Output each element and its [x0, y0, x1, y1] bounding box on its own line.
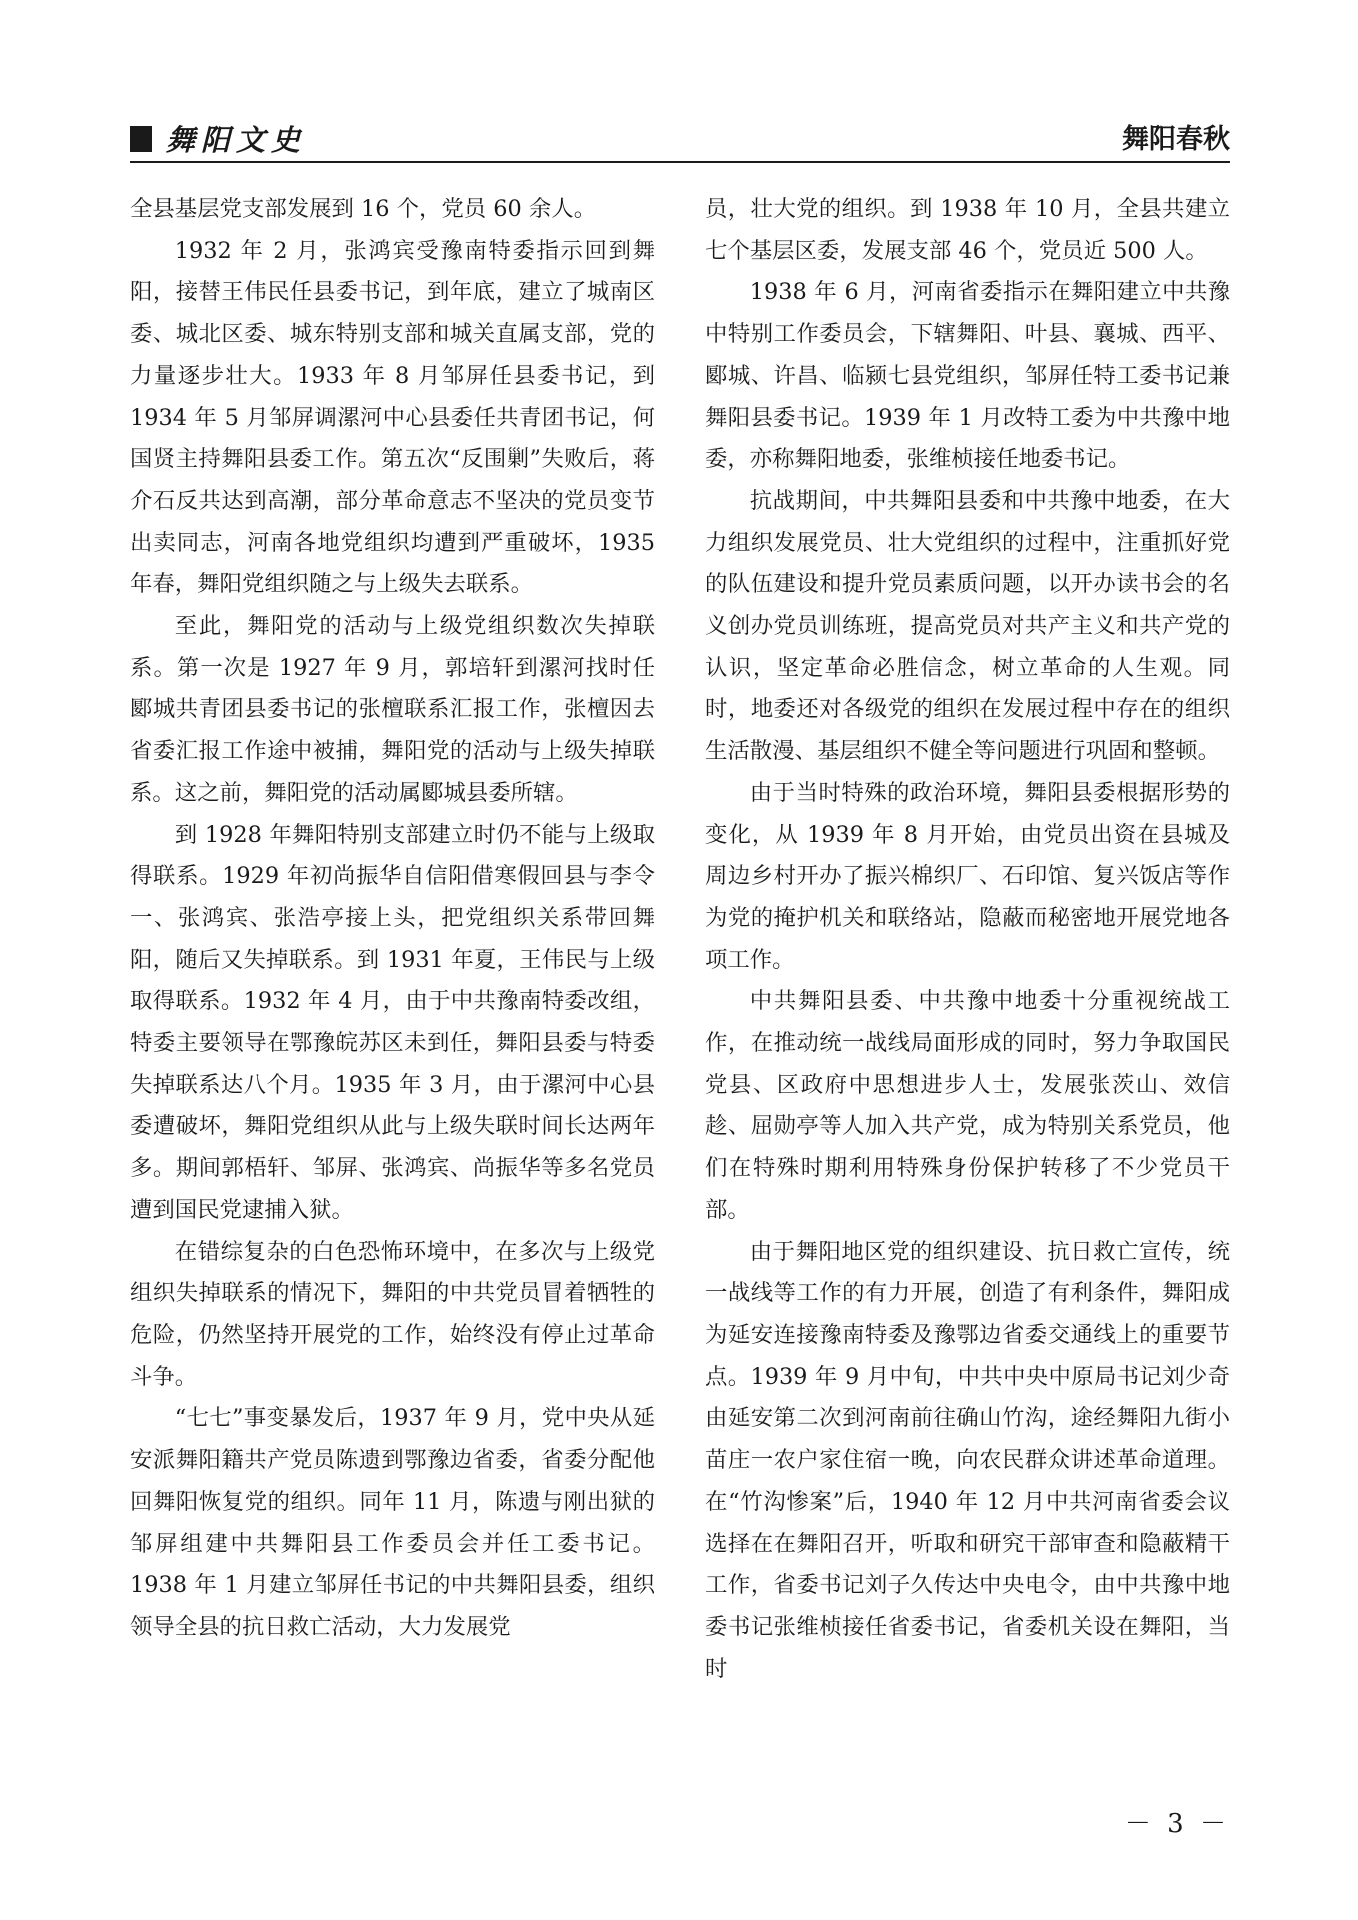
paragraph: 由于舞阳地区党的组织建设、抗日救亡宣传，统一战线等工作的有力开展，创造了有利条件，舞阳成为延安连接豫南特委及豫鄂边省委交通线上的重要节点。1939 年 9 月中旬，中共中央中原局书记刘少奇由延安第二次到河南前往确山竹沟，途经舞阳九街小苗庄一农户家住宿一晚，向农民群众讲述革命道理。在“竹沟惨案”后，1940 年 12 月中共河南省委会议选择在在舞阳召开，听取和研究干部审查和隐蔽精干工作，省委书记刘子久传达中央电令，由中共豫中地委书记张维桢接任省委书记，省委机关设在舞阳，当时 — [705, 1238, 1230, 1682]
paragraph: “七七”事变暴发后，1937 年 9 月，党中央从延安派舞阳籍共产党员陈遗到鄂豫边省委，省委分配他回舞阳恢复党的组织。同年 11 月，陈遗与刚出狱的邹屏组建中共舞阳县工作委员会并任工委书记。1938 年 1 月建立邹屏任书记的中共舞阳县委，组织领导全县的抗日救亡活动，大力发展党 — [130, 1405, 655, 1640]
paragraph: 1932 年 2 月，张鸿宾受豫南特委指示回到舞阳，接替王伟民任县委书记，到年底，建立了城南区委、城北区委、城东特别支部和城关直属支部，党的力量逐步壮大。1933 年 8 月邹屏任县委书记，到 1934 年 5 月邹屏调漯河中心县委任共青团书记，何国贤主持舞阳县委工作。第五次“反围剿”失败后，蒋介石反共达到高潮，部分革命意志不坚决的党员变节出卖同志，河南各地党组织均遭到严重破坏，1935 年春，舞阳党组织随之与上级失去联系。 — [130, 237, 655, 598]
paragraph: 到 1928 年舞阳特别支部建立时仍不能与上级取得联系。1929 年初尚振华自信阳借寒假回县与李令一、张鸿宾、张浩亭接上头，把党组织关系带回舞阳，随后又失掉联系。到 1931 年夏，王伟民与上级取得联系。1932 年 4 月，由于中共豫南特委改组，特委主要领导在鄂豫皖苏区未到任，舞阳县委与特委失掉联系达八个月。1935 年 3 月，由于漯河中心县委遭破坏，舞阳党组织从此与上级失联时间长达两年多。期间郭梧轩、邹屏、张鸿宾、尚振华等多名党员遭到国民党逮捕入狱。 — [130, 821, 655, 1223]
header-square-mark — [130, 126, 152, 152]
right-column — [705, 189, 1230, 1690]
section-title: 舞阳春秋 — [1122, 124, 1230, 155]
left-column — [130, 189, 655, 1649]
paragraph: 抗战期间，中共舞阳县委和中共豫中地委，在大力组织发展党员、壮大党组织的过程中，注重抓好党的队伍建设和提升党员素质问题，以开办读书会的名义创办党员训练班，提高党员对共产主义和共产党的认识，坚定革命必胜信念，树立革命的人生观。同时，地委还对各级党的组织在发展过程中存在的组织生活散漫、基层组织不健全等问题进行巩固和整顿。 — [705, 487, 1230, 765]
paragraph: 中共舞阳县委、中共豫中地委十分重视统战工作，在推动统一战线局面形成的同时，努力争取国民党县、区政府中思想进步人士，发展张茨山、效信趁、屈勋亭等人加入共产党，成为特别关系党员，他们在特殊时期利用特殊身份保护转移了不少党员干部。 — [705, 988, 1230, 1223]
paragraph: 至此，舞阳党的活动与上级党组织数次失掉联系。第一次是 1927 年 9 月，郭培轩到漯河找时任郾城共青团县委书记的张檀联系汇报工作，张檀因去省委汇报工作途中被捕，舞阳党的活动与上级失掉联系。这之前，舞阳党的活动属郾城县委所辖。 — [130, 613, 655, 806]
running-header — [130, 118, 1230, 162]
paragraph: 在错综复杂的白色恐怖环境中，在多次与上级党组织失掉联系的情况下，舞阳的中共党员冒着牺牲的危险，仍然坚持开展党的工作，始终没有停止过革命斗争。 — [130, 1238, 655, 1390]
header-divider — [130, 161, 1230, 163]
paragraph: 由于当时特殊的政治环境，舞阳县委根据形势的变化，从 1939 年 8 月开始，由党员出资在县城及周边乡村开办了振兴棉织厂、石印馆、复兴饭店等作为党的掩护机关和联络站，隐蔽而秘密地开展党地各项工作。 — [705, 779, 1230, 973]
paragraph: 员，壮大党的组织。到 1938 年 10 月，全县共建立七个基层区委，发展支部 46 个，党员近 500 人。 — [705, 196, 1230, 264]
journal-title: 舞阳文史 — [166, 123, 307, 157]
page-number: － 3 － — [1124, 1809, 1230, 1839]
paragraph: 全县基层党支部发展到 16 个，党员 60 余人。 — [130, 196, 597, 222]
paragraph: 1938 年 6 月，河南省委指示在舞阳建立中共豫中特别工作委员会，下辖舞阳、叶县、襄城、西平、郾城、许昌、临颍七县党组织，邹屏任特工委书记兼舞阳县委书记。1939 年 1 月改特工委为中共豫中地委，亦称舞阳地委，张维桢接任地委书记。 — [705, 279, 1230, 473]
